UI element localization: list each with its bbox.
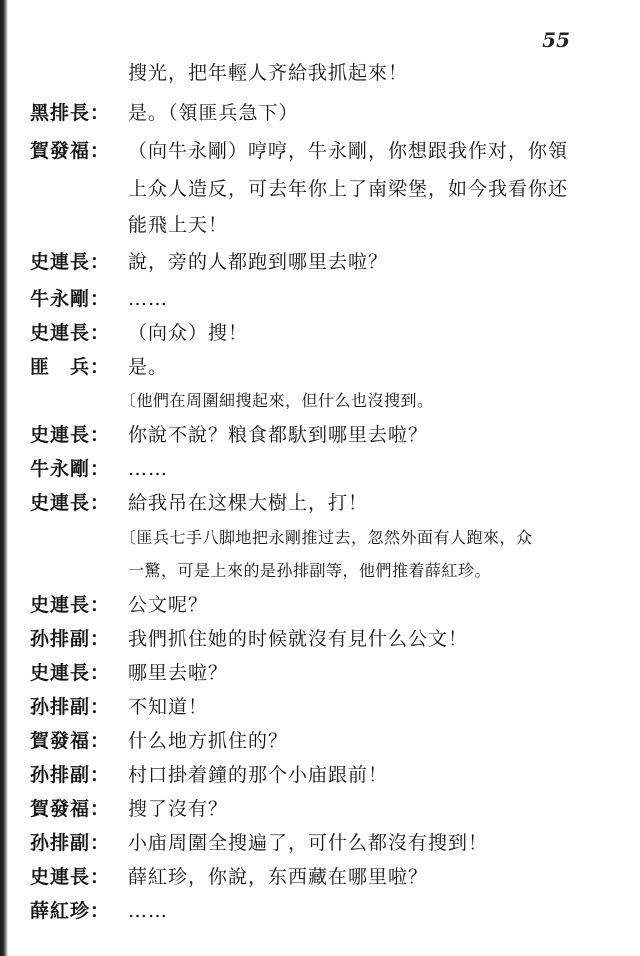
speaker-name: 史連長： xyxy=(30,866,111,888)
dialogue-text: 說，旁的人都跑到哪里去啦？ xyxy=(128,251,389,273)
dialogue-text: 什么地方抓住的？ xyxy=(128,730,289,752)
speaker-name: 史連長： xyxy=(30,322,111,344)
dialogue-text: （向牛永剛）哼哼，牛永剛，你想跟我作对，你領 xyxy=(128,140,569,162)
dialogue-text: （向众）搜！ xyxy=(128,322,249,344)
speaker-name: 賀發福： xyxy=(30,140,111,162)
speaker-name: 黑排長： xyxy=(30,102,111,124)
dialogue-text: 能飛上天！ xyxy=(128,214,229,236)
dialogue-text: …… xyxy=(128,458,168,480)
speaker-name: 孙排副： xyxy=(30,832,111,854)
dialogue-text: 是。（領匪兵急下） xyxy=(128,102,299,124)
speaker-name: 牛永剛： xyxy=(30,458,111,480)
stage-direction-text: 〔他們在周圍細搜起來，但什么也沒搜到。 xyxy=(120,391,434,410)
dialogue-text: 哪里去啦？ xyxy=(128,662,229,684)
dialogue-text: 搜光，把年輕人齐給我抓起來！ xyxy=(128,62,409,84)
dialogue-text: 我們抓住她的时候就沒有見什么公文！ xyxy=(128,628,469,650)
speaker-name: 史連長： xyxy=(30,251,111,273)
dialogue-text: 小庙周圍全搜遍了，可什么都沒有搜到！ xyxy=(128,832,489,854)
dialogue-text: 給我吊在这棵大樹上，打！ xyxy=(128,492,369,514)
speaker-name: 匪 兵： xyxy=(30,356,111,378)
speaker-name: 孙排副： xyxy=(30,628,111,650)
speaker-name: 孙排副： xyxy=(30,696,111,718)
dialogue-text: 是。 xyxy=(128,356,169,378)
dialogue-text: 村口掛着鐘的那个小庙跟前！ xyxy=(128,764,389,786)
speaker-name: 史連長： xyxy=(30,594,111,616)
speaker-name: 賀發福： xyxy=(30,798,111,820)
dialogue-text: …… xyxy=(128,288,168,310)
speaker-name: 賀發福： xyxy=(30,730,111,752)
speaker-name: 史連長： xyxy=(30,424,111,446)
dialogue-text: 薛紅珍，你說，东西藏在哪里啦？ xyxy=(128,866,429,888)
page-number: 55 xyxy=(542,28,570,52)
dialogue-text: …… xyxy=(128,900,168,922)
dialogue-text: 公文呢？ xyxy=(128,594,209,616)
speaker-name: 史連長： xyxy=(30,492,111,514)
dialogue-text: 上众人造反，可去年你上了南梁堡，如今我看你还 xyxy=(128,178,569,200)
speaker-name: 史連長： xyxy=(30,662,111,684)
dialogue-text: 搜了沒有？ xyxy=(128,798,229,820)
dialogue-text: 不知道！ xyxy=(128,696,209,718)
stage-direction-text: 〔匪兵七手八脚地把永剛推过去，忽然外面有人跑來，众 xyxy=(120,528,533,547)
speaker-name: 薛紅珍： xyxy=(30,900,111,922)
dialogue-text: 你說不說？粮食都馱到哪里去啦？ xyxy=(128,424,429,446)
stage-direction-text: 一驚，可是上來的是孙排副等，他們推着薛紅珍。 xyxy=(128,561,492,580)
speaker-name: 牛永剛： xyxy=(30,288,111,310)
speaker-name: 孙排副： xyxy=(30,764,111,786)
page-binding-edge xyxy=(0,0,8,956)
